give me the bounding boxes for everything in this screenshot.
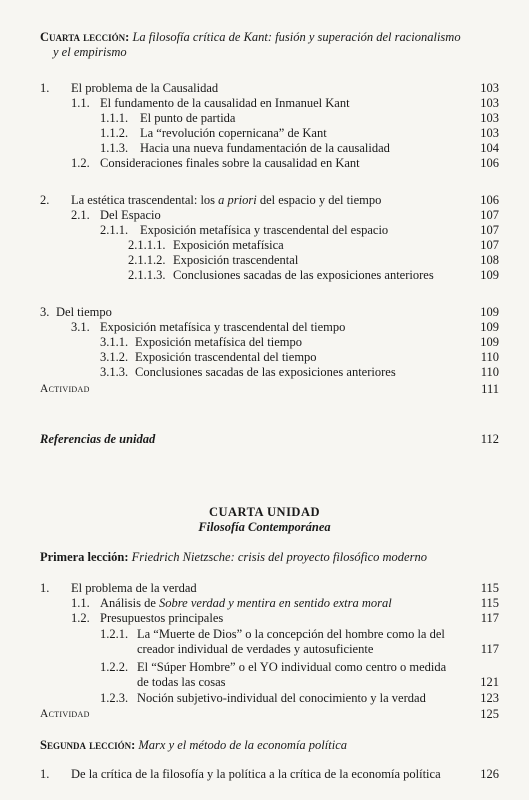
toc-entry-actividad: Actividad 125 <box>40 707 499 721</box>
lesson-heading-segunda <box>40 738 485 753</box>
lesson-label: Cuarta lección: <box>40 30 130 44</box>
toc-entry: 3.1.3. Conclusiones sacadas de las exposiciones anteriores 110 <box>100 365 499 379</box>
toc-entry: 3. Del tiempo 109 <box>40 305 499 319</box>
toc-entry: 2.1.1.1. Exposición metafísica 107 <box>128 238 499 252</box>
toc-entry: 2.1.1.3. Conclusiones sacadas de las exposiciones anteriores 109 <box>128 268 499 282</box>
unit-title: CUARTA UNIDAD <box>208 505 321 519</box>
toc-entry: 1.2.3. Noción subjetivo-individual del conocimiento y la verdad 123 <box>100 691 499 705</box>
toc-entry-actividad: Actividad 111 <box>40 382 499 396</box>
toc-entry: 1. El problema de la Causalidad 103 <box>40 81 499 95</box>
lesson-heading-primera <box>40 550 485 565</box>
toc-entry: 2.1.1.2. Exposición trascendental 108 <box>128 253 499 267</box>
toc-entry: 2. La estética trascendental: los a priori del espacio y del tiempo 106 <box>40 193 499 207</box>
toc-entry: 1.1. Análisis de Sobre verdad y mentira en sentido extra moral 115 <box>71 596 499 610</box>
lesson-title: Friedrich Nietzsche: crisis del proyecto filosófico moderno <box>131 550 427 564</box>
toc-entry: 1.1. El fundamento de la causalidad en Inmanuel Kant 103 <box>71 96 499 110</box>
toc-entry-cont: creador individual de verdades y autosuficiente 117 <box>137 642 499 656</box>
referencias-de-unidad: Referencias de unidad <box>40 432 156 446</box>
toc-entry: 1. El problema de la verdad 115 <box>40 581 499 595</box>
toc-entry: 1.2.2. El “Súper Hombre” o el YO individual como centro o medida <box>100 660 447 674</box>
toc-entry: 1.2. Presupuestos principales 117 <box>71 611 499 625</box>
toc-entry: 3.1.2. Exposición trascendental del tiempo 110 <box>100 350 499 364</box>
lesson-title-cont: y el empirismo <box>53 45 127 59</box>
lesson-label: Primera lección: <box>40 550 129 564</box>
lesson-title: Marx y el método de la economía política <box>138 738 347 752</box>
lesson-heading-cuarta <box>40 30 485 60</box>
lesson-title: La filosofía crítica de Kant: fusión y superación del racionalismo <box>132 30 461 44</box>
toc-entry-cont: de todas las cosas 121 <box>137 675 499 689</box>
toc-entry: 1. De la crítica de la filosofía y la política a la crítica de la economía política 126 <box>40 767 499 781</box>
toc-entry: 1.1.2. La “revolución copernicana” de Kant 103 <box>100 126 499 140</box>
toc-entry: 1.2. Consideraciones finales sobre la causalidad en Kant 106 <box>71 156 499 170</box>
toc-entry: 1.1.1. El punto de partida 103 <box>100 111 499 125</box>
toc-entry: 2.1. Del Espacio 107 <box>71 208 499 222</box>
toc-entry: 1.1.3. Hacia una nueva fundamentación de la causalidad 104 <box>100 141 499 155</box>
unit-subtitle: Filosofía Contemporánea <box>198 520 331 534</box>
referencias-page: 112 <box>480 432 499 446</box>
toc-entry: 2.1.1. Exposición metafísica y trascendental del espacio 107 <box>100 223 499 237</box>
lesson-label: Segunda lección: <box>40 738 136 752</box>
toc-entry: 3.1. Exposición metafísica y trascendental del tiempo 109 <box>71 320 499 334</box>
toc-entry: 1.2.1. La “Muerte de Dios” o la concepción del hombre como la del <box>100 627 445 641</box>
toc-entry: 3.1.1. Exposición metafísica del tiempo 109 <box>100 335 499 349</box>
